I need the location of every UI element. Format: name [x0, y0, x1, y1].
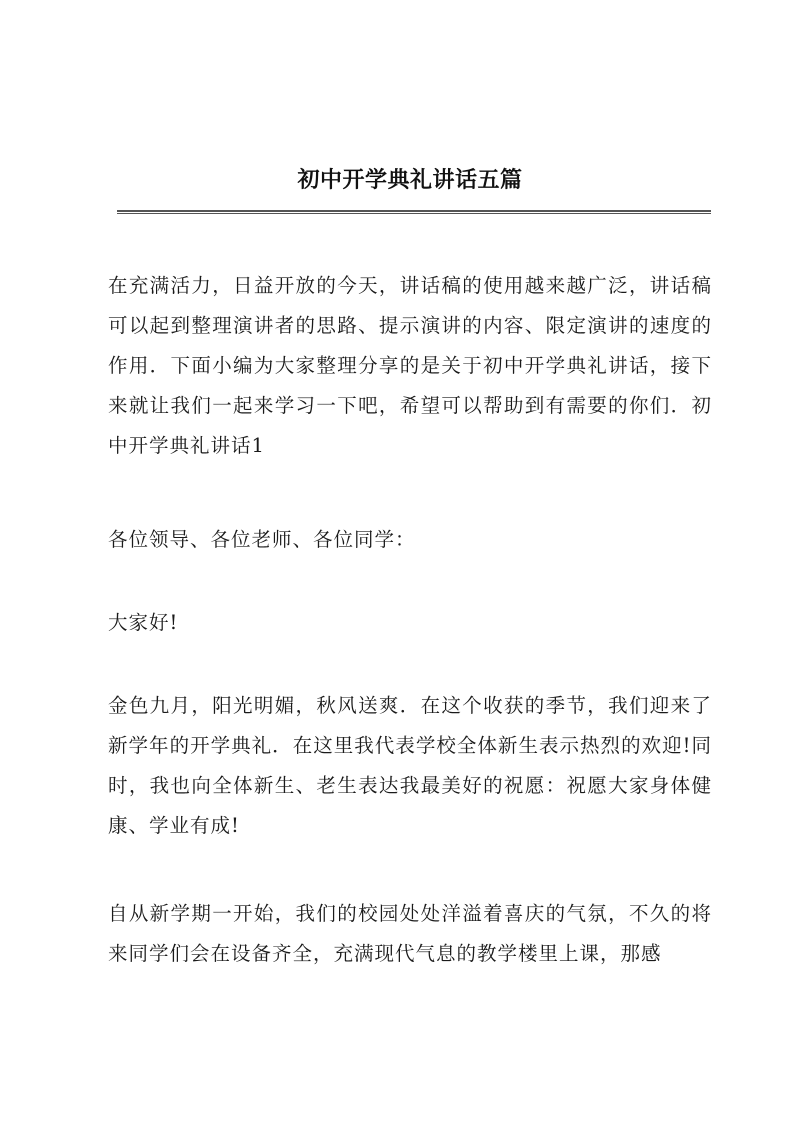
page-title: 初中开学典礼讲话五篇: [297, 167, 523, 193]
title-divider: [117, 210, 711, 214]
paragraph-welcome: 金色九月，阳光明媚，秋风送爽．在这个收获的季节，我们迎来了新学年的开学典礼．在这里我代表学校全体新生表示热烈的欢迎!同时，我也向全体新生、老生表达我最美好的祝愿：祝愿大家身体健康、学业有成!: [108, 694, 712, 837]
paragraph-salutation: 各位领导、各位老师、各位同学：: [108, 528, 416, 551]
paragraph-greeting: 大家好!: [108, 611, 179, 634]
paragraph-intro: 在充满活力，日益开放的今天，讲话稿的使用越来越广泛，讲话稿可以起到整理演讲者的思路、提示演讲的内容、限定演讲的速度的作用．下面小编为大家整理分享的是关于初中开学典礼讲话，接下来就让我们一起来学习一下吧，希望可以帮助到有需要的你们．初中开学典礼讲话1: [108, 274, 712, 457]
paragraph-campus: 自从新学期一开始，我们的校园处处洋溢着喜庆的气氛，不久的将来同学们会在设备齐全，充满现代气息的教学楼里上课，那感: [108, 902, 712, 965]
